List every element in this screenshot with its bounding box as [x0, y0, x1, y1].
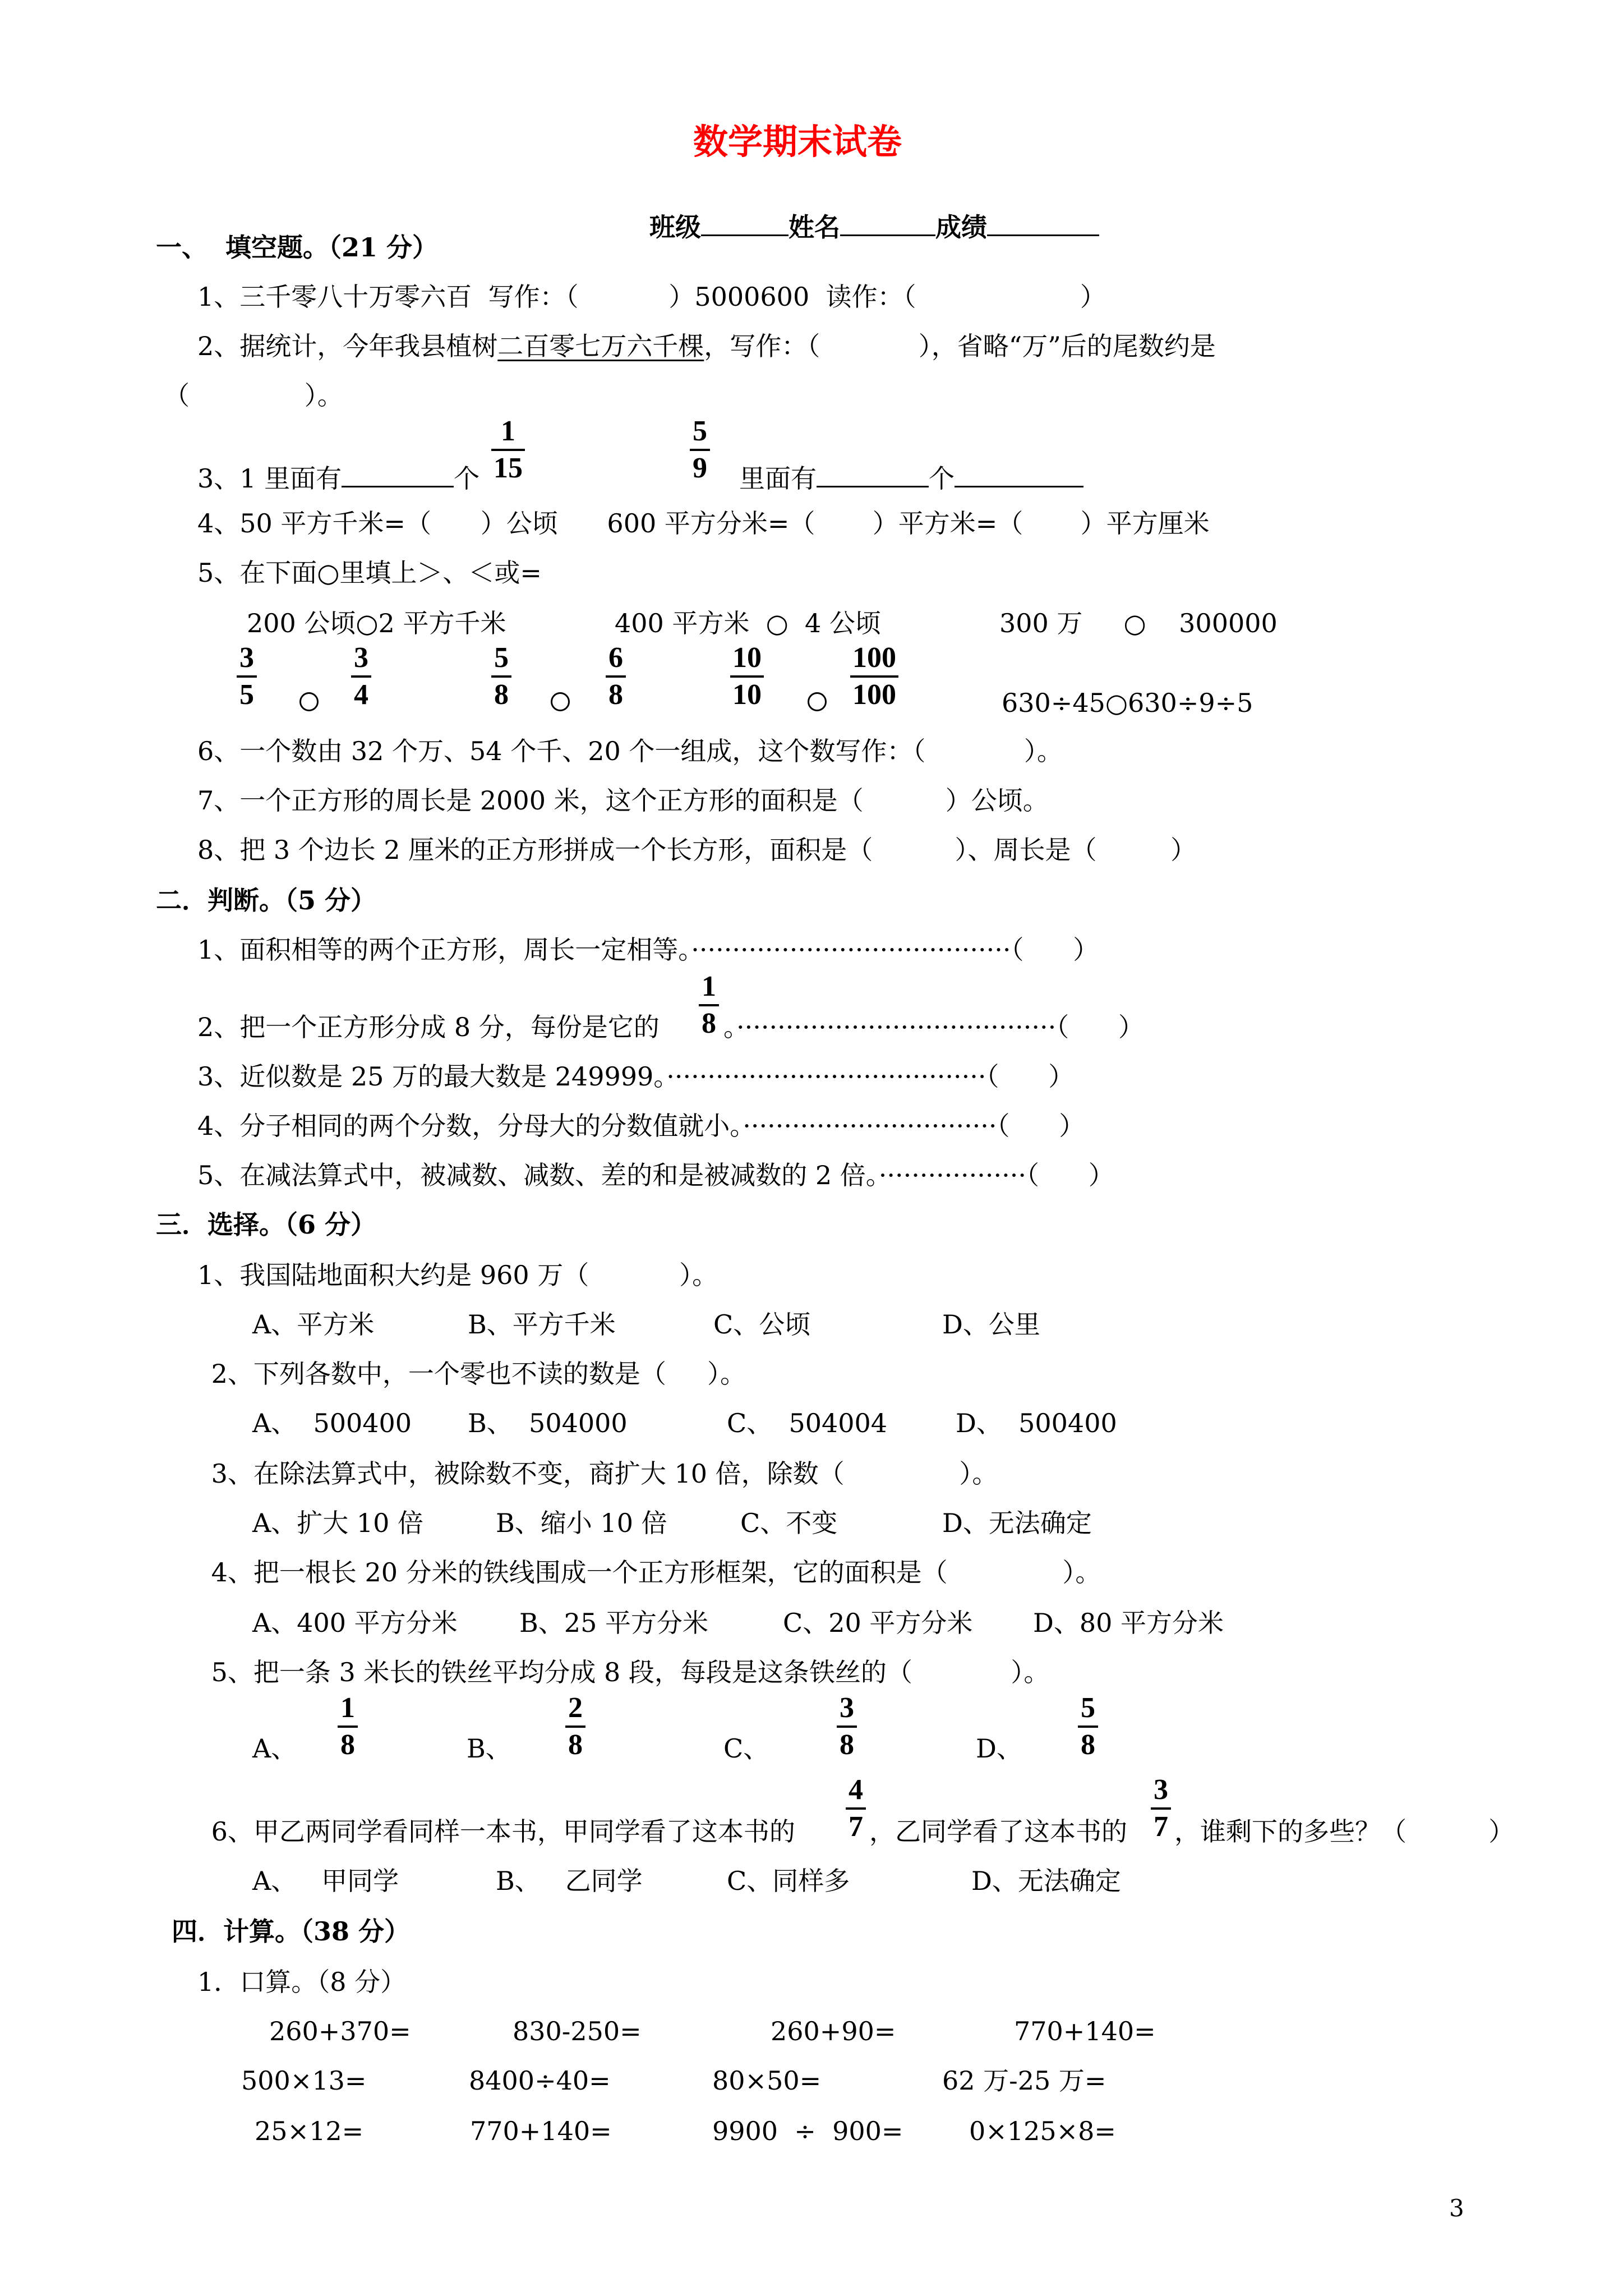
s3-q5-fraction-c — [837, 1692, 857, 1761]
s3-q6-b: ，乙同学看了这本书的 — [869, 1816, 1127, 1847]
s3-q5-label-a[interactable]: A、 — [252, 1733, 297, 1764]
fraction-bar — [237, 675, 257, 678]
s3-q6-c: ，谁剩下的多些？（ ） — [1174, 1816, 1515, 1847]
s3-q5: 5、把一条 3 米长的铁丝平均分成 8 段，每段是这条铁丝的（ ）。 — [203, 1657, 1050, 1687]
fraction-bar — [730, 675, 764, 678]
s1-q5-row2-division: 630÷45○630÷9÷5 — [1002, 688, 1253, 718]
s1-q4: 4、50 平方千米=（ ）公顷 600 平方分米=（ ）平方米=（ ）平方厘米 — [197, 508, 1210, 539]
name-label: 姓名 — [789, 212, 841, 242]
s3-q1: 1、我国陆地面积大约是 960 万（ ）。 — [197, 1260, 718, 1290]
fraction-denominator: 8 — [702, 1007, 716, 1040]
fraction-denominator: 15 — [494, 452, 523, 485]
fraction-numerator: 1 — [501, 415, 515, 447]
fraction-denominator: 7 — [1154, 1811, 1168, 1843]
s2-q4: 4、分子相同的两个分数，分母大的分数值就小。·······························（ ） — [197, 1111, 1085, 1141]
s3-q4-opt-a[interactable]: A、400 平方分米 — [252, 1608, 458, 1638]
s1-q5-row1-c: 300 万 ○ 300000 — [999, 608, 1278, 638]
fraction-numerator: 5 — [693, 415, 707, 447]
s3-q4-opt-d[interactable]: D、80 平方分米 — [1033, 1608, 1224, 1638]
fraction-bar — [690, 449, 710, 451]
calc-item: 260+370= — [269, 2016, 411, 2046]
s2-q2-a: 2、把一个正方形分成 8 分，每份是它的 — [197, 1012, 660, 1042]
fraction-bar — [491, 449, 525, 451]
fraction-bar — [565, 1726, 585, 1728]
s1-q5-row1-a: 200 公顷○2 平方千米 — [247, 608, 506, 638]
fraction-denominator: 8 — [494, 679, 509, 711]
fraction-bar — [338, 1726, 358, 1728]
fraction-denominator: 7 — [849, 1811, 863, 1843]
s4-sub1: 1．口算。（8 分） — [197, 1967, 407, 1997]
s2-q5: 5、在减法算式中，被减数、减数、差的和是被减数的 2 倍。··················（ ） — [197, 1160, 1114, 1190]
s1-q6: 6、一个数由 32 个万、54 个千、20 个一组成，这个数写作：（ ）。 — [197, 736, 1063, 766]
s1-q5-fraction-a — [237, 642, 257, 711]
fraction-bar — [837, 1726, 857, 1728]
s3-q1-opt-c[interactable]: C、公顷 — [713, 1309, 811, 1340]
s1-q5: 5、在下面○里填上＞、＜或= — [197, 558, 542, 588]
s3-q6-a: 6、甲乙两同学看同样一本书，甲同学看了这本书的 — [203, 1816, 795, 1847]
s3-q5-fraction-a — [338, 1692, 358, 1761]
fraction-bar — [606, 675, 626, 678]
s3-q6-opt-a[interactable]: A、 甲同学 — [252, 1866, 399, 1896]
s3-q2-opt-b[interactable]: B、 504000 — [468, 1408, 628, 1438]
fraction-bar — [699, 1004, 719, 1006]
s3-q6-fraction-1 — [846, 1774, 866, 1843]
s1-q3-part2 — [739, 460, 1083, 494]
s1-q3-blank-3[interactable] — [955, 460, 1083, 487]
calc-item: 260+90= — [771, 2016, 896, 2046]
s1-q5-fraction-f — [850, 642, 898, 711]
calc-item: 9900 ÷ 900= — [712, 2116, 903, 2146]
fraction-numerator: 2 — [568, 1692, 583, 1724]
section-3-title: 三．选择。（6 分） — [156, 1209, 377, 1240]
s1-q5-fraction-b — [351, 642, 371, 711]
fraction-bar — [1151, 1807, 1171, 1810]
s3-q5-label-b[interactable]: B、 — [467, 1733, 511, 1764]
s1-q3-blank-2[interactable] — [817, 460, 929, 487]
fraction-denominator: 8 — [1081, 1729, 1095, 1761]
fraction-denominator: 9 — [693, 452, 707, 485]
s3-q2-opt-c[interactable]: C、 504004 — [727, 1408, 888, 1438]
s1-q5-fraction-d — [606, 642, 626, 711]
fraction-denominator: 100 — [852, 679, 896, 711]
fraction-denominator: 8 — [840, 1729, 854, 1761]
s3-q5-fraction-b — [565, 1692, 585, 1761]
s3-q6-opt-b[interactable]: B、 乙同学 — [496, 1866, 643, 1896]
s3-q2-opt-d[interactable]: D、 500400 — [956, 1408, 1117, 1438]
page-title: 数学期末试卷 — [693, 121, 902, 162]
s3-q5-label-d[interactable]: D、 — [976, 1733, 1022, 1764]
s3-q6-fraction-2 — [1151, 1774, 1171, 1843]
s1-q2-cont: （ ）。 — [164, 380, 343, 411]
fraction-numerator: 3 — [239, 642, 254, 674]
s1-q5-fraction-c — [491, 642, 511, 711]
s1-q5-fraction-e — [730, 642, 764, 711]
s2-q2-fraction — [699, 970, 719, 1040]
compare-circle[interactable] — [299, 692, 319, 711]
fraction-numerator: 1 — [702, 970, 716, 1002]
s3-q1-opt-a[interactable]: A、平方米 — [252, 1309, 375, 1340]
fraction-numerator: 3 — [354, 642, 368, 674]
s1-q5-row1-b: 400 平方米 ○ 4 公顷 — [615, 608, 881, 638]
fraction-1-15 — [491, 415, 525, 485]
s3-q3: 3、在除法算式中，被除数不变，商扩大 10 倍，除数（ ）。 — [203, 1458, 998, 1489]
s1-q2-text-a: 2、据统计，今年我县植树 — [197, 331, 498, 361]
s3-q4-opt-c[interactable]: C、20 平方分米 — [783, 1608, 973, 1638]
fraction-numerator: 3 — [1154, 1774, 1168, 1806]
s3-q4: 4、把一根长 20 分米的铁线围成一个正方形框架，它的面积是（ ）。 — [203, 1557, 1101, 1588]
s1-q3 — [197, 460, 480, 494]
fraction-numerator: 1 — [340, 1692, 355, 1724]
fraction-bar — [846, 1807, 866, 1810]
fraction-denominator: 8 — [568, 1729, 583, 1761]
calc-item: 25×12= — [255, 2116, 364, 2146]
fraction-numerator: 5 — [1081, 1692, 1095, 1724]
page-number: 3 — [1449, 2194, 1464, 2222]
s3-q3-opt-b[interactable]: B、缩小 10 倍 — [496, 1508, 667, 1538]
s3-q2-opt-a[interactable]: A、 500400 — [252, 1408, 412, 1438]
s3-q3-opt-a[interactable]: A、扩大 10 倍 — [252, 1508, 423, 1538]
class-label: 班级 — [649, 212, 702, 242]
s1-q3-text-c: 里面有 — [739, 463, 817, 494]
section-4-title: 四．计算。（38 分） — [172, 1916, 411, 1947]
fraction-bar — [1078, 1726, 1098, 1728]
score-label: 成绩 — [935, 212, 988, 242]
s3-q1-opt-b[interactable]: B、平方千米 — [468, 1309, 616, 1340]
s1-q2-underlined: 二百零七万六千棵 — [497, 331, 704, 361]
s3-q5-label-c[interactable]: C、 — [723, 1733, 769, 1764]
s3-q6-opt-c[interactable]: C、同样多 — [727, 1866, 850, 1896]
calc-item: 0×125×8= — [969, 2116, 1116, 2146]
calc-item: 62 万-25 万= — [942, 2065, 1106, 2096]
s1-q3-text-b: 个 — [454, 463, 480, 494]
fraction-numerator: 5 — [494, 642, 509, 674]
fraction-denominator: 8 — [608, 679, 623, 711]
section-1-title: 一、 填空题。（21 分） — [156, 232, 439, 263]
calc-item: 80×50= — [712, 2065, 822, 2096]
fraction-denominator: 8 — [340, 1729, 355, 1761]
class-field — [631, 183, 1099, 240]
section-2-title: 二．判断。（5 分） — [156, 885, 377, 915]
fraction-bar — [351, 675, 371, 678]
s1-q2 — [197, 333, 1216, 359]
fraction-numerator: 100 — [852, 642, 896, 674]
s2-q3: 3、近似数是 25 万的最大数是 249999。·······································（ ） — [197, 1061, 1075, 1092]
s3-q5-fraction-d — [1078, 1692, 1098, 1761]
fraction-bar — [850, 675, 898, 678]
calc-item: 770+140= — [470, 2116, 612, 2146]
compare-circle[interactable] — [808, 692, 827, 711]
fraction-5-9 — [690, 415, 710, 485]
calc-item: 500×13= — [241, 2065, 367, 2096]
fraction-denominator: 10 — [732, 679, 762, 711]
s1-q7: 7、一个正方形的周长是 2000 米，这个正方形的面积是（ ）公顷。 — [197, 785, 1049, 816]
calc-item: 8400÷40= — [469, 2065, 611, 2096]
s3-q2: 2、下列各数中，一个零也不读的数是（ ）。 — [203, 1359, 746, 1389]
s3-q3-opt-c[interactable]: C、不变 — [740, 1508, 838, 1538]
s1-q1: 1、三千零八十万零六百 写作：（ ）5000600 读作：（ ） — [197, 282, 1106, 312]
calc-item: 770+140= — [1014, 2016, 1156, 2046]
s3-q4-opt-b[interactable]: B、25 平方分米 — [519, 1608, 708, 1638]
s2-q1: 1、面积相等的两个正方形，周长一定相等。·······································（ ） — [197, 935, 1099, 965]
fraction-numerator: 3 — [840, 1692, 854, 1724]
fraction-numerator: 4 — [849, 1774, 863, 1806]
s3-q6-opt-d[interactable]: D、无法确定 — [971, 1866, 1121, 1896]
s1-q3-text-d: 个 — [929, 463, 955, 494]
s1-q3-text-a: 3、1 里面有 — [197, 463, 342, 494]
fraction-denominator: 4 — [354, 679, 368, 711]
s3-q1-opt-d[interactable]: D、公里 — [942, 1309, 1040, 1340]
name-blank[interactable] — [840, 209, 935, 236]
fraction-denominator: 5 — [239, 679, 254, 711]
s1-q3-blank-1[interactable] — [342, 460, 454, 487]
fraction-bar — [491, 675, 511, 678]
class-blank[interactable] — [701, 209, 789, 236]
fraction-numerator: 10 — [732, 642, 762, 674]
s3-q3-opt-d[interactable]: D、无法确定 — [942, 1508, 1092, 1538]
fraction-numerator: 6 — [608, 642, 623, 674]
score-blank[interactable] — [987, 209, 1099, 236]
s1-q2-text-b: ，写作：（ ），省略“万”后的尾数约是 — [704, 331, 1216, 361]
s2-q2-b: 。·······································（ ） — [723, 1012, 1144, 1042]
compare-circle[interactable] — [551, 692, 570, 711]
calc-item: 830-250= — [513, 2016, 642, 2046]
s1-q8: 8、把 3 个边长 2 厘米的正方形拼成一个长方形，面积是（ ）、周长是（ ） — [197, 835, 1197, 865]
